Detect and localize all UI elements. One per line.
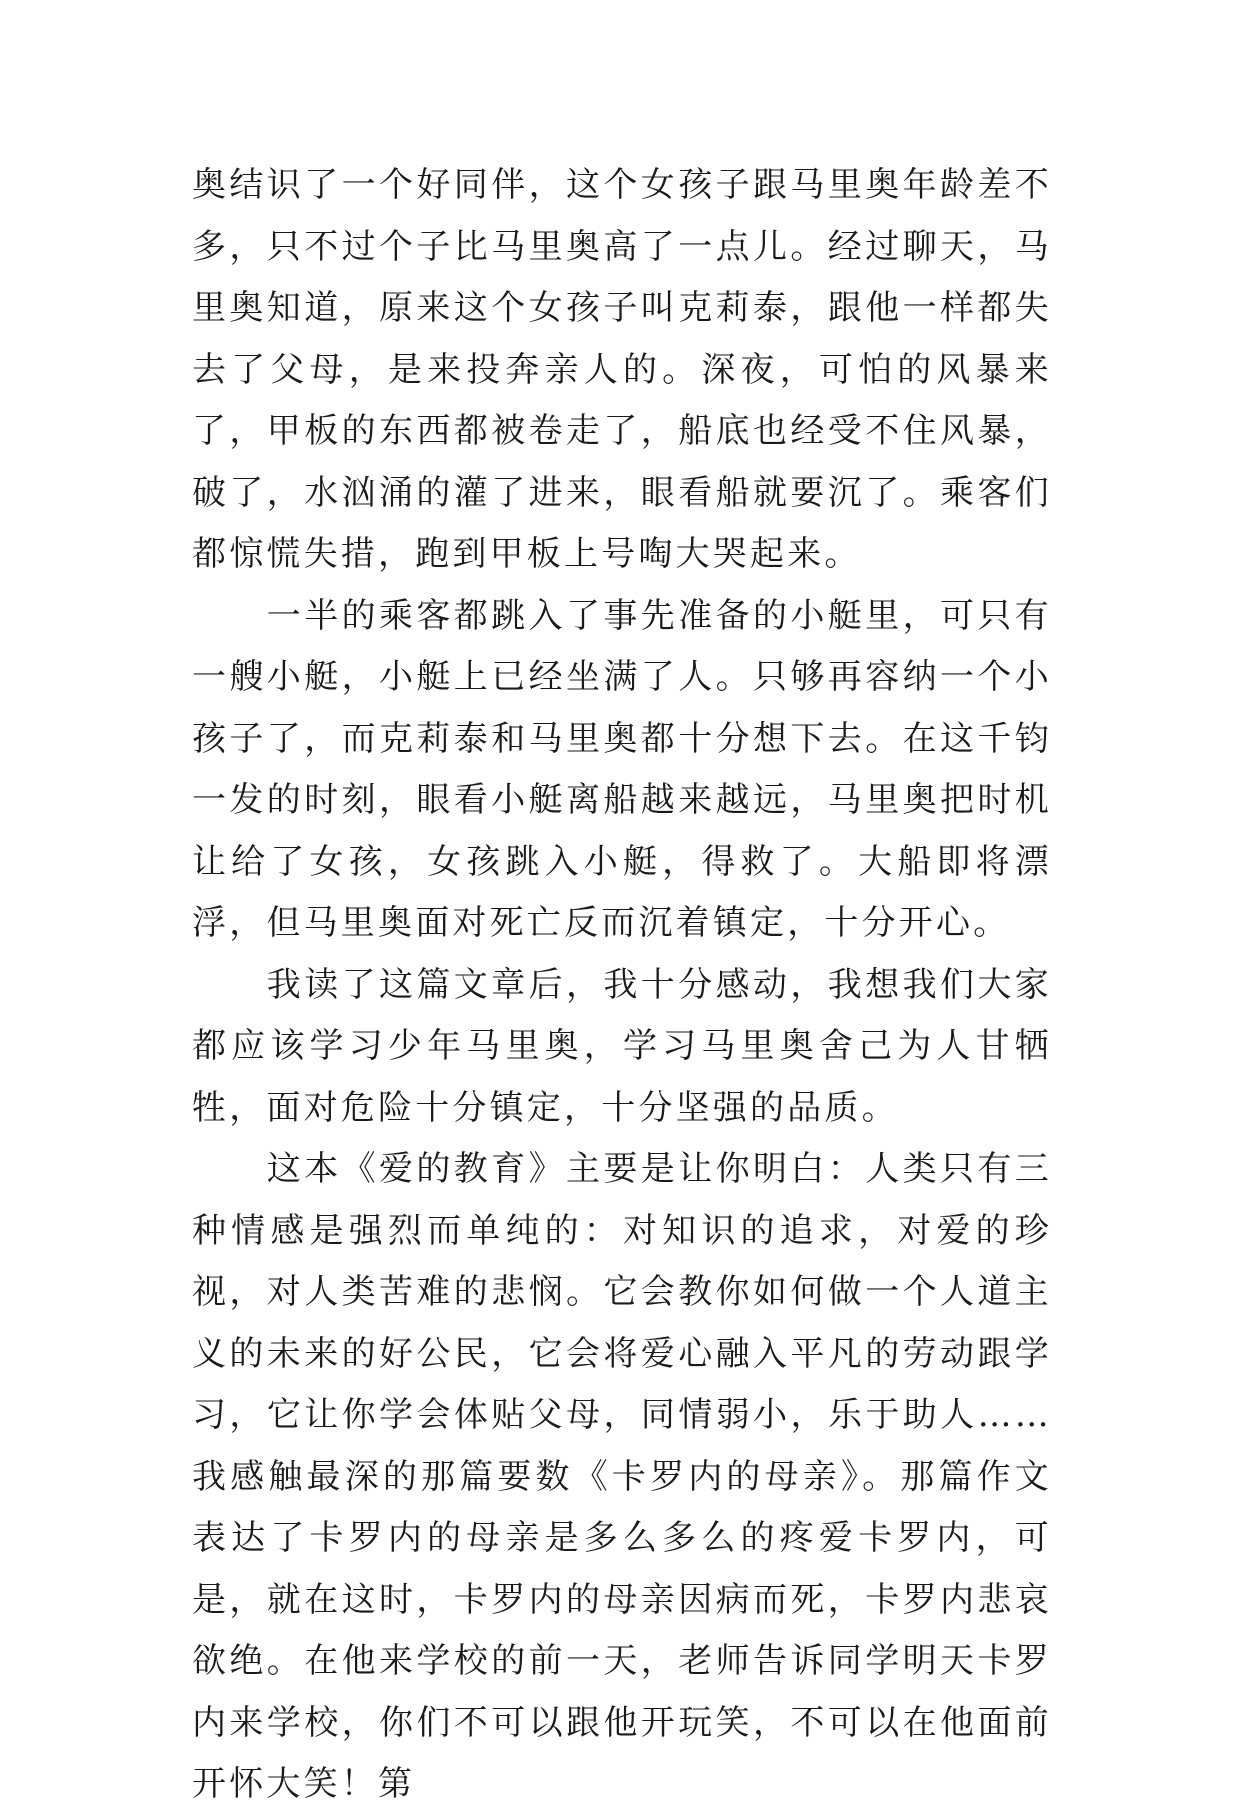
paragraph-1: 奥结识了一个好同伴，这个女孩子跟马里奥年龄差不多，只不过个子比马里奥高了一点儿。经过聊天，马里奥知道，原来这个女孩子叫克莉泰，跟他一样都失去了父母，是来投奔亲人的。深夜，可怕的风暴来了，甲板的东西都被卷走了，船底也经受不住风暴，破了，水汹涌的灌了进来，眼看船就要沉了。乘客们都惊慌失措，跑到甲板上号啕大哭起来。: [192, 165, 1052, 574]
paragraph-3: 我读了这篇文章后，我十分感动，我想我们大家都应该学习少年马里奥，学习马里奥舍己为人甘牺牲，面对危险十分镇定，十分坚强的品质。: [192, 964, 1052, 1128]
paragraph-2: 一半的乘客都跳入了事先准备的小艇里，可只有一艘小艇，小艇上已经坐满了人。只够再容纳一个小孩子了，而克莉泰和马里奥都十分想下去。在这千钧一发的时刻，眼看小艇离船越来越远，马里奥把时机让给了女孩，女孩跳入小艇，得救了。大船即将漂浮，但马里奥面对死亡反而沉着镇定，十分开心。: [192, 595, 1052, 943]
document-body: [192, 155, 1052, 1816]
paragraph-4: 这本《爱的教育》主要是让你明白：人类只有三种情感是强烈而单纯的：对知识的追求，对爱的珍视，对人类苦难的悲悯。它会教你如何做一个人道主义的未来的好公民，它会将爱心融入平凡的劳动跟学习，它让你学会体贴父母，同情弱小，乐于助人……我感触最深的那篇要数《卡罗内的母亲》。那篇作文表达了卡罗内的母亲是多么多么的疼爱卡罗内，可是，就在这时，卡罗内的母亲因病而死，卡罗内悲哀欲绝。在他来学校的前一天，老师告诉同学明天卡罗内来学校，你们不可以跟他开玩笑，不可以在他面前开怀大笑！第: [192, 1149, 1052, 1804]
